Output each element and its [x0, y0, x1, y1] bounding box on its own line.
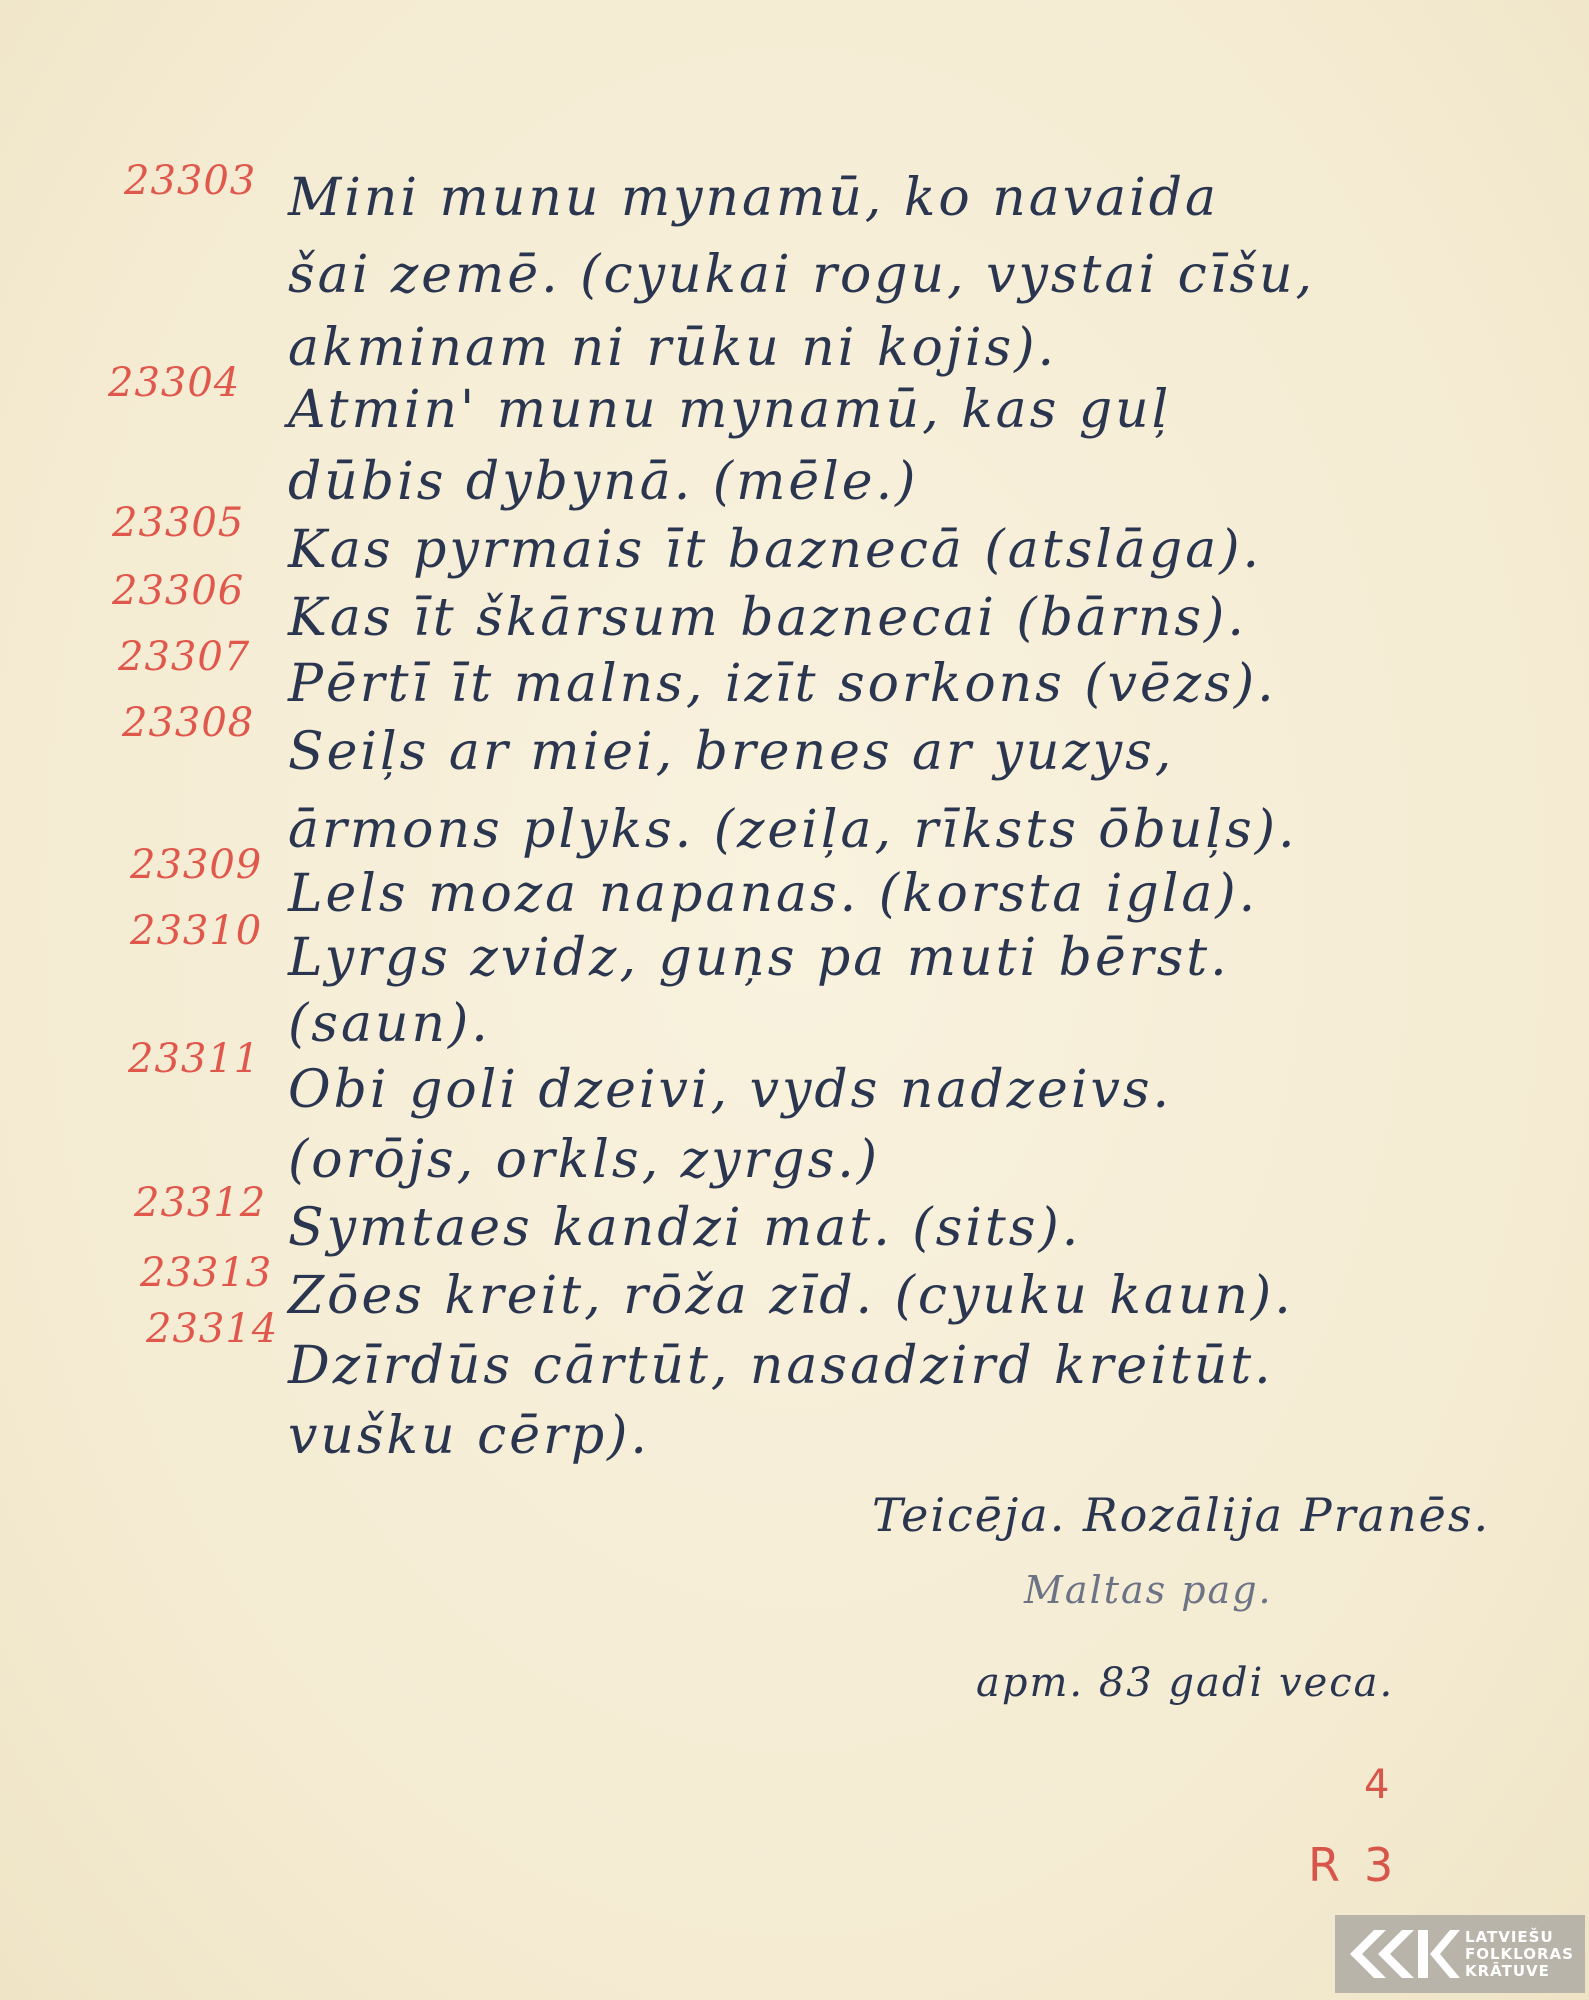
teller-signature: Teicēja. Rozālija Pranēs.	[872, 1488, 1491, 1542]
entry-line: Lyrgs zvidz, guņs pa muti bērst.	[288, 928, 1230, 988]
entry-number: 23304	[108, 360, 241, 406]
page-number-mark: 4	[1364, 1762, 1390, 1808]
entry-line: dūbis dybynā. (mēle.)	[288, 452, 919, 512]
logo-line: FOLKLORAS	[1465, 1944, 1574, 1963]
entry-number: 23305	[112, 500, 245, 546]
entry-line: Kas īt škārsum baznecai (bārns).	[288, 588, 1247, 648]
r-digit-mark: 3	[1364, 1838, 1394, 1892]
entry-line: vušku cērp).	[288, 1406, 650, 1466]
archive-logo	[1335, 1915, 1585, 1993]
logo-line: KRĀTUVE	[1465, 1961, 1550, 1980]
entry-number: 23303	[124, 158, 257, 204]
parish-note: Maltas pag.	[1024, 1568, 1273, 1612]
entry-line: Zōes kreit, rōža zīd. (cyuku kaun).	[288, 1266, 1294, 1326]
entry-line: Symtaes kandzi mat. (sits).	[288, 1198, 1082, 1258]
entry-number: 23307	[118, 634, 251, 680]
entry-number: 23310	[130, 908, 263, 954]
entry-line: Seiļs ar miei, brenes ar yuzys,	[288, 722, 1175, 782]
entry-line: Obi goli dzeivi, vyds nadzeivs.	[288, 1060, 1173, 1120]
r-letter-mark: R	[1308, 1838, 1340, 1892]
entry-number: 23308	[122, 700, 255, 746]
logo-text	[1465, 1929, 1574, 1980]
entry-number: 23312	[134, 1180, 267, 1226]
logo-line: LATVIEŠU	[1465, 1927, 1554, 1946]
entry-number: 23314	[146, 1306, 279, 1352]
lfk-monogram-icon	[1335, 1915, 1465, 1993]
entry-line: (orōjs, orkls, zyrgs.)	[288, 1130, 881, 1190]
entry-line: ārmons plyks. (zeiļa, rīksts ōbuļs).	[288, 800, 1298, 860]
entry-line: Lels moza napanas. (korsta igla).	[288, 864, 1259, 924]
entry-line: Kas pyrmais īt baznecā (atslāga).	[288, 520, 1263, 580]
entry-line: akminam ni rūku ni kojis).	[288, 318, 1058, 378]
entry-number: 23311	[128, 1036, 261, 1082]
entry-line: Mini munu mynamū, ko navaida	[288, 168, 1220, 228]
age-note: apm. 83 gadi veca.	[976, 1660, 1395, 1706]
entry-line: Pērtī īt malns, izīt sorkons (vēzs).	[288, 654, 1277, 714]
entry-number: 23313	[140, 1250, 273, 1296]
entry-number: 23306	[112, 568, 245, 614]
entry-line: Atmin' munu mynamū, kas guļ	[288, 380, 1172, 440]
entry-line: šai zemē. (cyukai rogu, vystai cīšu,	[288, 245, 1316, 305]
entry-line: (saun).	[288, 994, 491, 1054]
entry-number: 23309	[130, 842, 263, 888]
entry-line: Dzīrdūs cārtūt, nasadzird kreitūt.	[288, 1336, 1274, 1396]
